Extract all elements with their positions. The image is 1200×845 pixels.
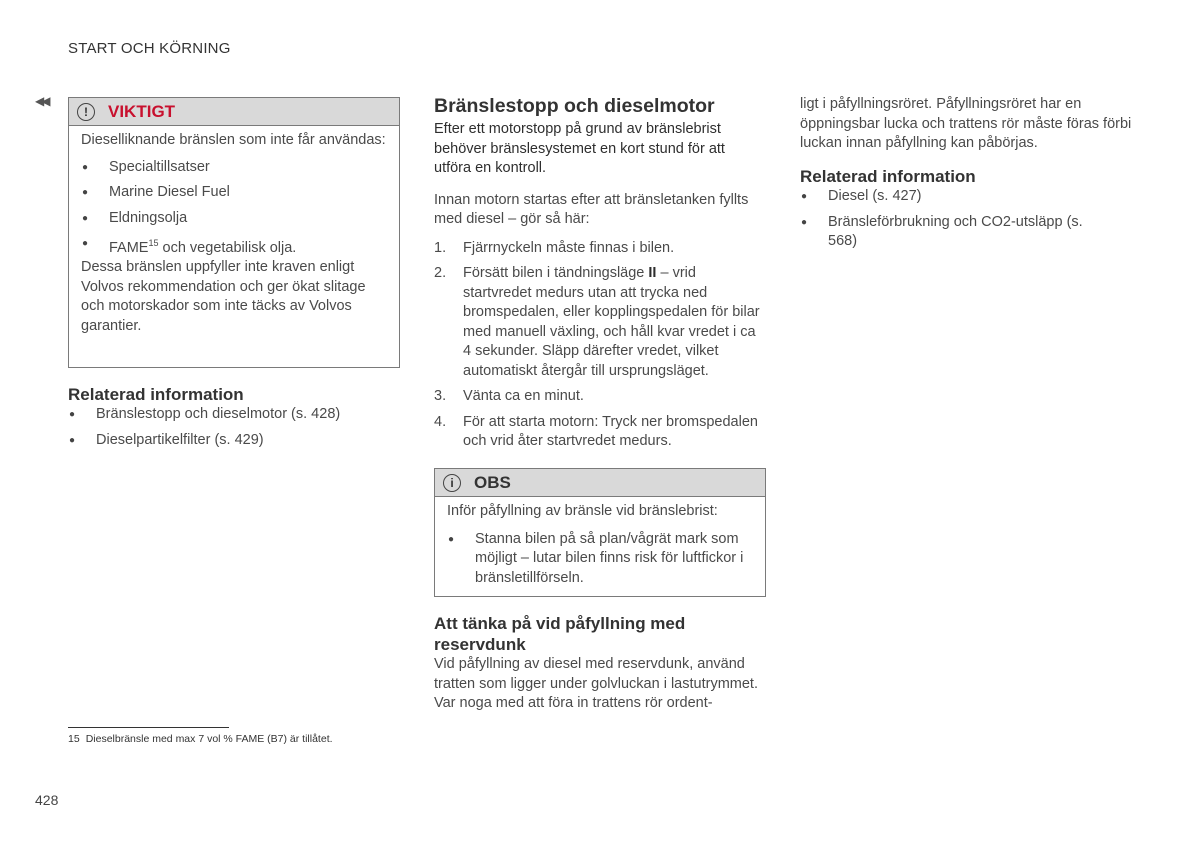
- lead-paragraph: Efter ett motorstopp på grund av bränslebrist behöver bränslesystemet en kort stund för att utföra en kontroll.: [434, 121, 725, 176]
- warning-title: VIKTIGT: [108, 101, 176, 121]
- page-number: 428: [35, 792, 59, 808]
- footnote: [68, 733, 333, 745]
- reserve-heading: Att tänka på vid påfyllning med reservdunk: [434, 614, 686, 654]
- warning-list: [81, 158, 387, 259]
- reserve-section: [434, 613, 766, 714]
- related-info-left: [68, 384, 400, 450]
- obs-title: OBS: [474, 472, 511, 492]
- related-link[interactable]: ● Dieselpartikelfilter (s. 429): [68, 431, 400, 451]
- related-link[interactable]: ● Bränslestopp och dieselmotor (s. 428): [68, 405, 400, 425]
- related-link[interactable]: ● Diesel (s. 427): [800, 187, 1132, 207]
- step-item: 3. Vänta ca en minut.: [434, 388, 584, 404]
- list-item: ● Eldningsolja: [81, 209, 387, 229]
- running-header: START OCH KÖRNING: [68, 40, 231, 57]
- obs-intro: Inför påfyllning av bränsle vid bränslebrist:: [447, 503, 718, 519]
- related-link[interactable]: ● Bränsleförbrukning och CO2-utsläpp (s. 568): [800, 213, 1088, 252]
- list-item: ● Marine Diesel Fuel: [81, 183, 387, 203]
- footnote-number: 15: [68, 733, 80, 745]
- info-circle-icon: i: [443, 474, 461, 492]
- obs-box: [434, 468, 766, 597]
- warning-box-header: [69, 98, 399, 126]
- step-item: 2. Försätt bilen i tändningsläge II – vrid startvredet medurs utan att trycka ned bromspedalen, eller kopplingspedalen för bilar med manuell växling, och håll kvar vredet i ca 4 sekunder. Släpp därefter vredet, vilket automatiskt återgår till ursprungsläget.: [434, 265, 760, 379]
- main-section: [434, 94, 766, 452]
- footnote-ref: 15: [148, 238, 159, 248]
- reserve-body-continued: ligt i påfyllningsröret. Påfyllningsröret har en öppningsbar lucka och trattens rör måste föras förbi luckan innan påfyllning kan påbörjas.: [800, 96, 1132, 151]
- main-heading: Bränslestopp och dieselmotor: [434, 95, 715, 117]
- related-info-right: [800, 166, 1132, 252]
- related-info-heading: Relaterad information: [68, 385, 244, 404]
- exclamation-circle-icon: !: [77, 103, 95, 121]
- intro-paragraph: Innan motorn startas efter att bränsletanken fyllts med diesel – gör så här:: [434, 191, 749, 227]
- fame-prefix: FAME: [109, 239, 149, 256]
- list-item: ● Stanna bilen på så plan/vågrät mark som möjligt – lutar bilen finns risk för luftfickor i bränsletillförseln.: [447, 530, 753, 589]
- warning-outro: Dessa bränslen uppfyller inte kraven enligt Volvos rekommendation och ger ökat slitage och motorskador som inte täcks av Volvos garantier.: [81, 259, 366, 334]
- fame-suffix: och vegetabilisk olja.: [158, 239, 297, 256]
- related-info-heading: Relaterad information: [800, 167, 976, 186]
- list-item-fame: [81, 234, 387, 258]
- footnote-divider: [68, 727, 229, 728]
- ignition-position: II: [648, 265, 657, 281]
- step-item: 4. För att starta motorn: Tryck ner bromspedalen och vrid åter startvredet medurs.: [434, 413, 758, 449]
- step-item: 1. Fjärrnyckeln måste finnas i bilen.: [434, 239, 675, 256]
- steps-list: [434, 239, 766, 452]
- continued-marker-icon: ◀◀: [35, 94, 48, 108]
- obs-box-header: [435, 469, 765, 497]
- warning-intro: Dieselliknande bränslen som inte får användas:: [81, 132, 386, 148]
- footnote-text: Dieselbränsle med max 7 vol % FAME (B7) är tillåtet.: [85, 733, 333, 745]
- reserve-body: Vid påfyllning av diesel med reservdunk, använd tratten som ligger under golvluckan i lastutrymmet. Var noga med att föra in trattens rör ordent-: [434, 656, 758, 711]
- list-item: ● Specialtillsatser: [81, 158, 387, 178]
- reserve-continued: [800, 95, 1132, 154]
- warning-box: [68, 97, 400, 368]
